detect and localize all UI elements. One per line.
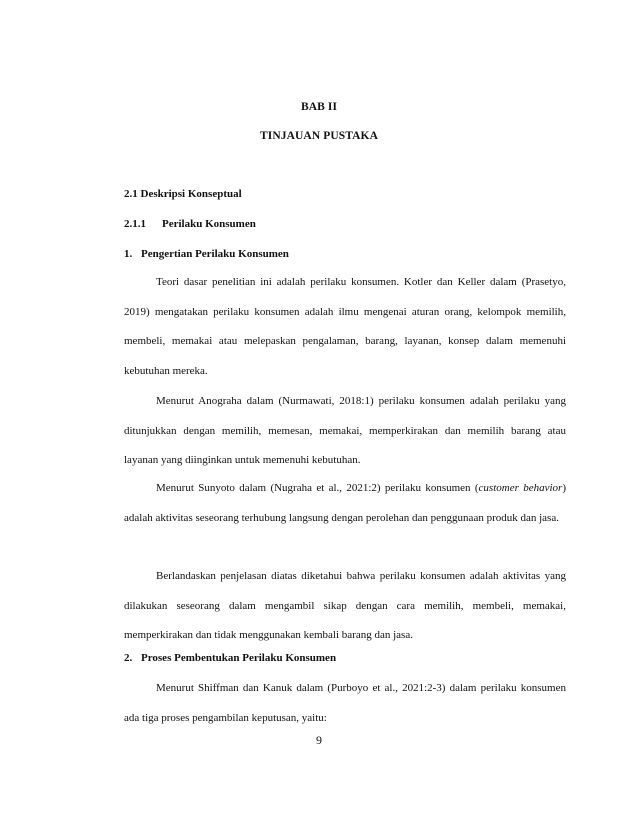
paragraph-3-before: Menurut Sunyoto dalam (Nugraha et al., 2021:2) perilaku konsumen ( [156,482,479,494]
chapter-title: TINJAUAN PUSTAKA [260,130,378,142]
point-1-label: Pengertian Perilaku Konsumen [141,248,289,260]
paragraph-1-text: Teori dasar penelitian ini adalah perilaku konsumen. Kotler dan Keller dalam (Prasetyo, 2019) mengatakan perilaku konsumen adalah ilmu mengenai aturan orang, kelompok memilih, membeli, memakai atau melepaskan pengalaman, barang, layanan, konsep dalam memenuhi kebutuhan mereka. [124,276,566,377]
point-1-number: 1. [124,248,133,260]
point-2-label: Proses Pembentukan Perilaku Konsumen [141,652,337,664]
paragraph-3-after: ) adalah aktivitas seseorang terhubung langsung dengan perolehan dan penggunaan produk dan jasa. [124,482,566,524]
paragraph-3-text [124,474,566,533]
page-number: 9 [316,733,322,747]
paragraph-1 [124,268,566,386]
point-1-heading [124,248,289,260]
paragraph-3 [124,474,566,533]
point-2-number: 2. [124,652,133,664]
subsection-heading [124,218,256,230]
subsection-label: Perilaku Konsumen [162,218,256,230]
chapter-heading: BAB II [300,101,338,113]
subsection-number: 2.1.1 [124,218,146,230]
paragraph-4 [124,562,566,651]
point-2-heading [124,652,336,664]
paragraph-3-italic: customer behavior [478,482,563,494]
paragraph-5 [124,674,566,733]
paragraph-2-text: Menurut Anograha dalam (Nurmawati, 2018:1) perilaku konsumen adalah perilaku yang ditunjukkan dengan memilih, memesan, memakai, memperkirakan dan memilih barang atau layanan yang diinginkan untuk memenuhi kebutuhan. [124,395,566,467]
section-heading: 2.1 Deskripsi Konseptual [124,188,242,200]
paragraph-4-text: Berlandaskan penjelasan diatas diketahui bahwa perilaku konsumen adalah aktivitas yang dilakukan seseorang dalam mengambil sikap dengan cara memilih, membeli, memakai, memperkirakan dan tidak menggunakan kembali barang dan jasa. [124,570,566,642]
paragraph-2 [124,387,566,476]
paragraph-5-text: Menurut Shiffman dan Kanuk dalam (Purboyo et al., 2021:2-3) dalam perilaku konsumen ada tiga proses pengambilan keputusan, yaitu: [124,682,566,724]
